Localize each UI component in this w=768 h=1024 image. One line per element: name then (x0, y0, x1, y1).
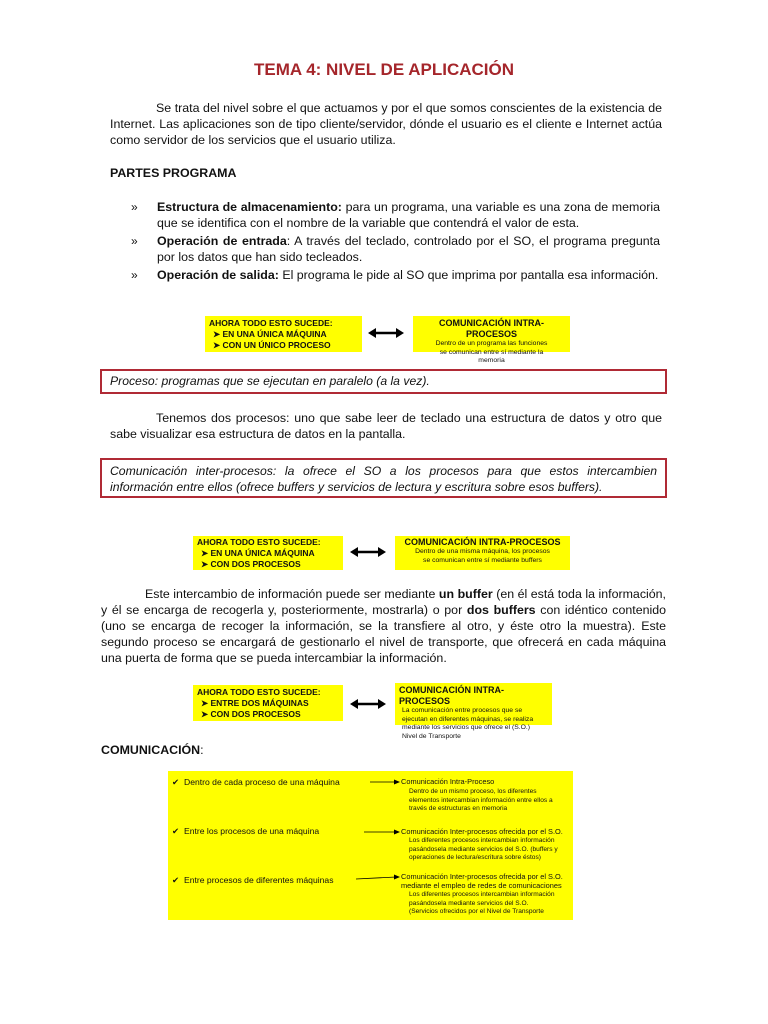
summary-row-left: ✔ Dentro de cada proceso de una máquina (172, 777, 340, 787)
para3-text: (en él está toda la información, y él se encarga de recogerla y, posteriormente, mostrarla) o por (101, 587, 666, 617)
bullet-text: El programa le pide al SO que imprima por pantalla esa información. (278, 268, 659, 282)
diagram2-right-desc: Dentro de una misma máquina, los procesos se comunican entre sí mediante buffers (415, 548, 550, 564)
diagram1-item: ➤ EN UNA ÚNICA MÁQUINA (213, 329, 327, 339)
diagram3-left-title: AHORA TODO ESTO SUCEDE: (197, 687, 321, 697)
diagram2-right-box (395, 536, 570, 570)
diagram1-left-title: AHORA TODO ESTO SUCEDE: (209, 318, 333, 328)
double-arrow-icon (350, 698, 386, 710)
diagram3-item: ➤ ENTRE DOS MÁQUINAS (201, 698, 309, 708)
bullet-text: para un programa, una variable es una zona de memoria que se identifica con el nombre de la variable que contendrá el valor de esta. (157, 200, 661, 230)
page-title: TEMA 4: NIVEL DE APLICACIÓN (253, 60, 515, 79)
bullet-term: Estructura de almacenamiento: (157, 200, 342, 214)
summary-row-left: ✔ Entre procesos de diferentes máquinas (172, 875, 334, 885)
proceso-box: Proceso: programas que se ejecutan en paralelo (a la vez). (100, 369, 667, 394)
para3-bold: un buffer (438, 587, 493, 601)
chevron-icon: » (131, 234, 138, 248)
para2 (110, 410, 662, 442)
diagram2-item: ➤ EN UNA ÚNICA MÁQUINA (201, 548, 315, 558)
comunicacion-heading: COMUNICACIÓN: (101, 743, 204, 757)
summary-desc: Los diferentes procesos intercambian información pasándosela mediante servicios del S.O. (buffers y operaciones de lectura/escritura sobre éstos) (409, 837, 558, 861)
diagram2-left-title: AHORA TODO ESTO SUCEDE: (197, 537, 321, 547)
diagram2-left-box (193, 536, 343, 570)
para2-text: Tenemos dos procesos: uno que sabe leer de teclado una estructura de datos y otro que sabe visualizar esa estructura de datos en la pantalla. (110, 411, 662, 441)
bullet-term: Operación de salida: (157, 268, 279, 282)
partes-heading: PARTES PROGRAMA (110, 166, 237, 180)
summary-box (168, 771, 573, 920)
double-arrow-icon (350, 546, 386, 558)
summary-result: Comunicación Intra-Proceso (401, 777, 495, 786)
intro-text: Se trata del nivel sobre el que actuamos y por el que somos conscientes de la existencia de Internet. Las aplicaciones son de tipo cliente/servidor, dónde el usuario es el cliente e Internet actúa como servidor de los servicios que el usuario utiliza. (110, 101, 662, 147)
comunicacion-box: Comunicación inter-procesos: la ofrece el SO a los procesos para que estos intercambien información entre ellos (ofrece buffers y servicios de lectura y escritura sobre esos buffers). (100, 458, 667, 498)
diagram1-right-title: COMUNICACIÓN INTRA-PROCESOS (439, 318, 544, 339)
para3 (101, 586, 666, 666)
diagram2-item: ➤ CON DOS PROCESOS (201, 559, 301, 569)
double-arrow-icon (368, 327, 404, 339)
diagram2-right-title: COMUNICACIÓN INTRA-PROCESOS (404, 537, 561, 547)
diagram3-right-desc: La comunicación entre procesos que se ejecutan en diferentes máquinas, se realiza mediante los servicios que ofrece el (S.O.) Nivel de Transporte (402, 707, 534, 740)
summary-row-left: ✔ Entre los procesos de una máquina (172, 826, 320, 836)
bullet-item (131, 233, 661, 265)
summary-result: Comunicación Inter-procesos ofrecida por el S.O. mediante el empleo de redes de comunicaciones (401, 872, 563, 890)
bullet-item (131, 267, 660, 283)
diagram3-item: ➤ CON DOS PROCESOS (201, 709, 301, 719)
arrow-icon (370, 778, 400, 786)
diagram3-right-title: COMUNICACIÓN INTRA-PROCESOS (399, 685, 504, 706)
para3-text: Este intercambio de información puede ser mediante (145, 587, 439, 601)
diagram3-left-box (193, 685, 343, 721)
bullet-text: : A través del teclado, controlado por el SO, el programa pregunta por los datos que han sido tecleados. (157, 234, 661, 264)
summary-result: Comunicación Inter-procesos ofrecida por el S.O. (401, 827, 563, 836)
arrow-icon (356, 873, 400, 883)
para3-text: con idéntico contenido (uno se encarga de recoger la información, se la transfiere al otro, y éste otro la muestra). Este segundo proceso se encargará de gestionarlo el nivel de transporte, que ofrecerá en cada máquina una puerta de forma que se pueda intercambiar la información. (101, 603, 667, 665)
arrow-icon (364, 828, 400, 836)
diagram3-right-box (395, 683, 552, 740)
diagram1-item: ➤ CON UN ÚNICO PROCESO (213, 340, 331, 350)
diagram1-left-box (205, 316, 362, 352)
bullet-term: Operación de entrada (157, 234, 287, 248)
bullet-item (131, 199, 661, 231)
summary-desc: Dentro de un mismo proceso, los diferentes elementos intercambian información entre ellos a través de estructuras en memoria (409, 788, 553, 812)
diagram1-right-desc: Dentro de un programa las funciones se comunican entre sí mediante la memoria (435, 340, 548, 364)
chevron-icon: » (131, 200, 138, 214)
intro-paragraph (110, 100, 662, 148)
summary-desc: Los diferentes procesos intercambian información pasándosela mediante servicios del S.O. (Servicios ofrecidos por el Nivel de Transporte (409, 891, 555, 915)
para3-bold: dos buffers (466, 603, 536, 617)
chevron-icon: » (131, 268, 138, 282)
diagram1-right-box (413, 316, 570, 364)
